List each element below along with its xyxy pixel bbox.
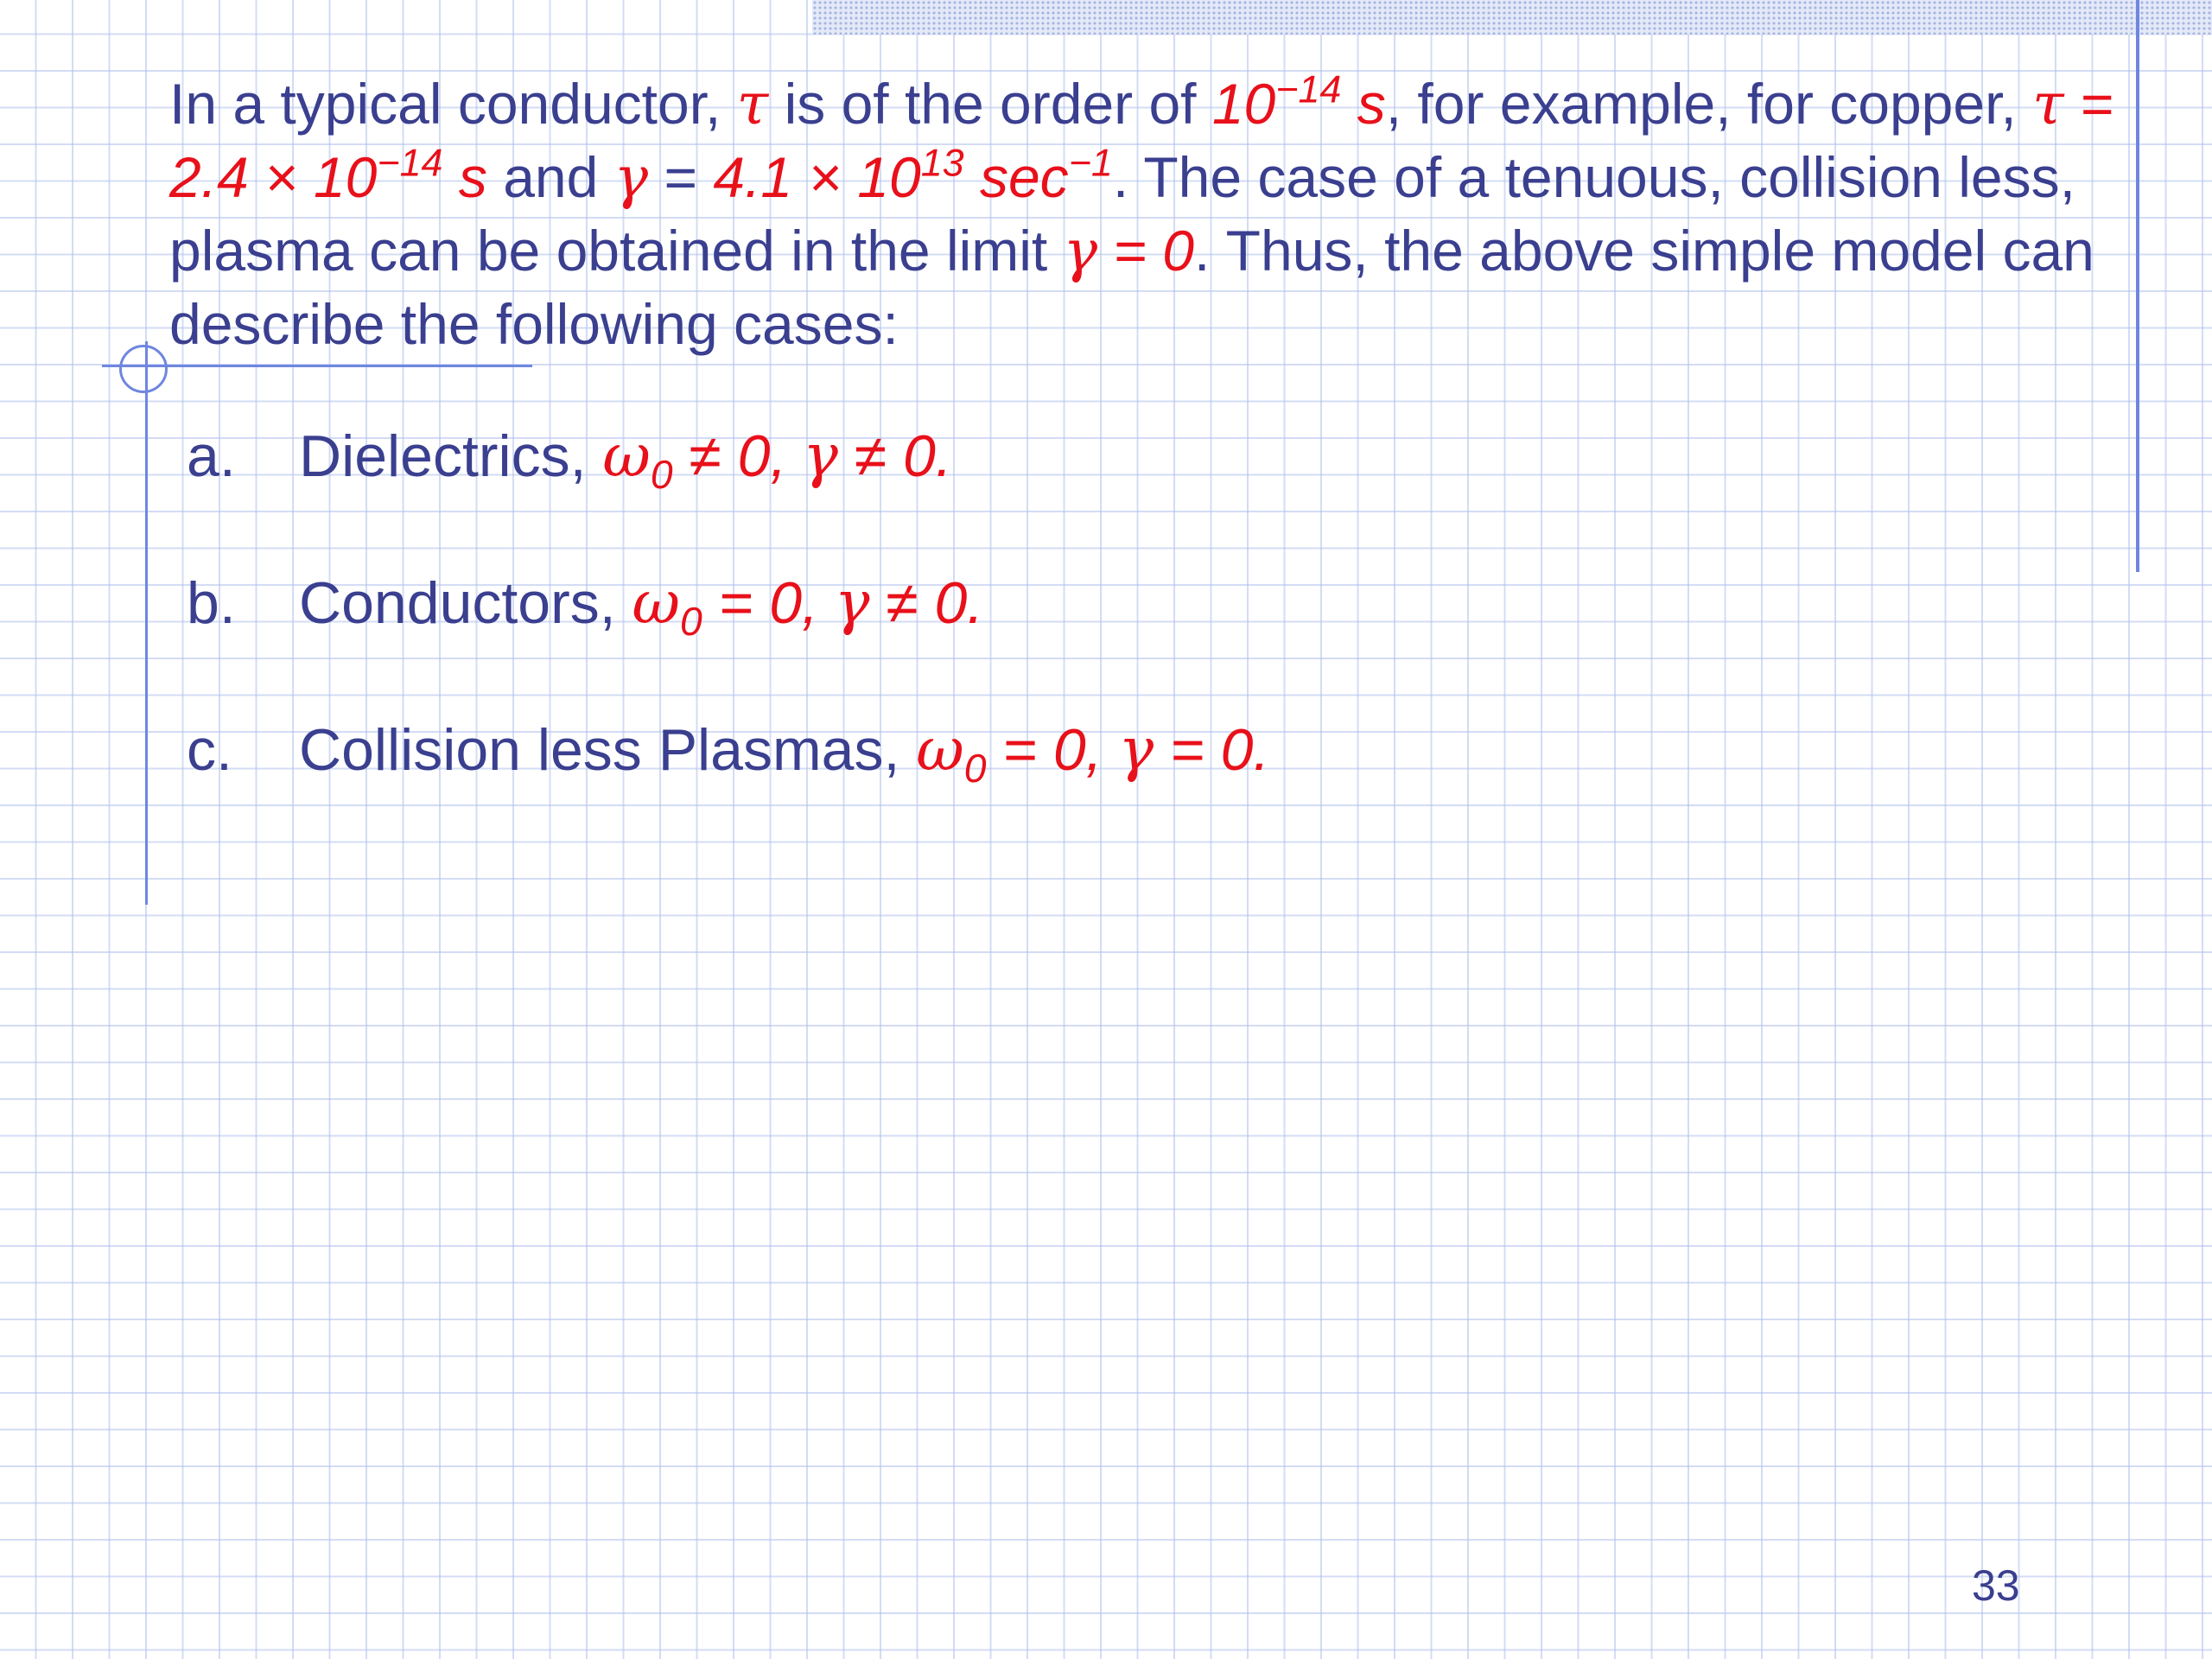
order-of-magnitude (1211, 67, 1386, 136)
list-item-condition (916, 716, 1270, 791)
list-item-letter: b. (187, 570, 236, 636)
tau-value: = 2.4 × 10 (169, 72, 2113, 209)
right-accent-line (2136, 0, 2139, 572)
omega-symbol: ω (632, 569, 680, 638)
order-base: 10 (1211, 72, 1276, 136)
paragraph-text: , for example, for copper, (1385, 72, 2033, 136)
tau-symbol: τ (736, 71, 769, 137)
left-accent-line (145, 341, 148, 905)
gamma-symbol: γ (613, 144, 649, 211)
gamma-symbol: γ (834, 569, 870, 638)
page-number: 33 (1972, 1561, 2020, 1610)
paragraph-text: . Thus, the above simple model can describe the following cases: (169, 219, 2094, 356)
gamma-equals: = (648, 145, 714, 209)
top-decorative-band (812, 0, 2212, 35)
paragraph-text: . The case of a tenuous, collision less, plasma can be obtained in the limit (169, 145, 2075, 283)
gamma-relation: ≠ 0. (837, 423, 952, 489)
tau-exponent: −14 (377, 140, 443, 185)
list-item (187, 569, 984, 644)
list-item (187, 715, 1270, 791)
list-item-label: Conductors, (299, 570, 632, 636)
tau-unit: s (442, 145, 487, 209)
gamma-symbol: γ (803, 423, 838, 491)
omega-subscript: 0 (963, 745, 987, 791)
omega-relation: ≠ 0, (672, 423, 804, 489)
gamma-exponent: 13 (920, 140, 964, 185)
gamma-copper-value (713, 140, 1113, 209)
gamma-relation: = 0. (1154, 717, 1270, 783)
omega-relation: = 0, (702, 570, 835, 636)
collisionless-limit (1064, 219, 1194, 283)
list-item (187, 422, 952, 497)
paragraph-text: In a typical conductor, (169, 72, 737, 136)
tau-symbol: τ (2032, 71, 2064, 137)
paragraph-text: is of the order of (768, 72, 1212, 136)
intro-paragraph (169, 67, 2122, 361)
limit-value: = 0 (1097, 219, 1194, 283)
gamma-symbol: γ (1063, 218, 1098, 284)
gamma-value: 4.1 × 10 (713, 145, 921, 209)
list-item-letter: c. (187, 717, 232, 783)
gamma-unit-exponent: −1 (1068, 140, 1113, 185)
order-unit: s (1341, 72, 1386, 136)
list-item-label: Dielectrics, (299, 423, 603, 489)
omega-symbol: ω (602, 423, 651, 491)
omega-subscript: 0 (679, 598, 702, 644)
omega-relation: = 0, (986, 717, 1119, 783)
paragraph-text: and (486, 145, 614, 209)
omega-subscript: 0 (650, 451, 673, 497)
gamma-relation: ≠ 0. (869, 570, 984, 636)
gamma-unit: sec (963, 145, 1069, 209)
list-item-condition (602, 423, 952, 497)
list-item-label: Collision less Plasmas, (299, 717, 917, 783)
list-item-condition (632, 569, 984, 644)
omega-symbol: ω (916, 716, 964, 785)
gamma-symbol: γ (1118, 716, 1154, 785)
crosshair-circle-icon (119, 345, 168, 393)
order-exponent: −14 (1275, 67, 1342, 111)
list-item-letter: a. (187, 423, 236, 489)
